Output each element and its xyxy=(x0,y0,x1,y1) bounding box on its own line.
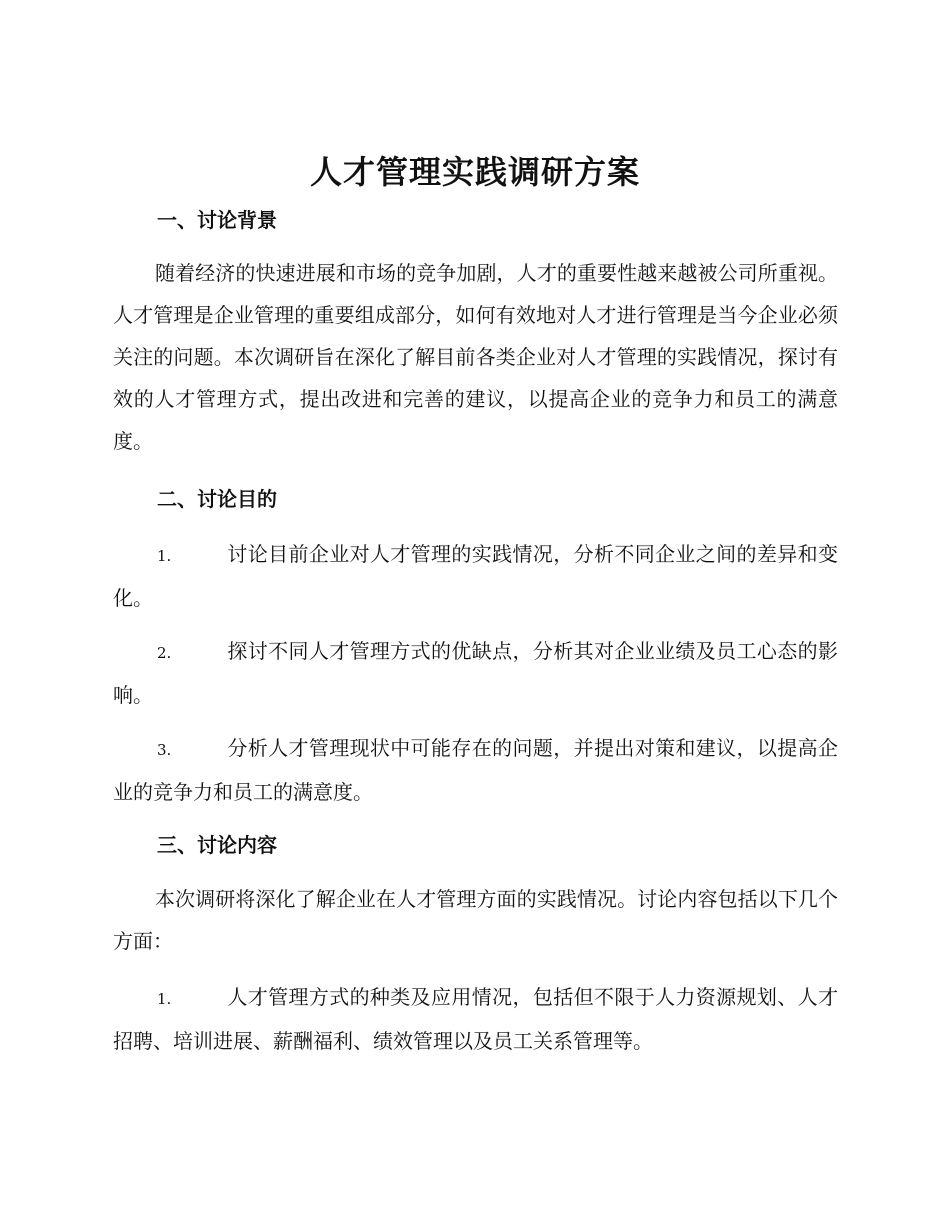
section-heading-content: 三、讨论内容 xyxy=(157,833,277,857)
list-item-number: 1. xyxy=(157,547,172,565)
document-title: 人才管理实践调研方案 xyxy=(309,153,640,191)
list-item-number: 3. xyxy=(157,741,172,759)
section-heading-background: 一、讨论背景 xyxy=(157,208,277,232)
list-item-text: 分析人才管理现状中可能存在的问题，并提出对策和建议，以提高企业的竞争力和员工的满意度。 xyxy=(113,736,838,804)
list-item-text: 讨论目前企业对人才管理的实践情况，分析不同企业之间的差异和变化。 xyxy=(113,542,838,610)
section-body-content: 本次调研将深化了解企业在人才管理方面的实践情况。讨论内容包括以下几个方面： xyxy=(113,887,838,953)
section-body-background: 随着经济的快速进展和市场的竞争加剧，人才的重要性越来越被公司所重视。人才管理是企业管理的重要组成部分，如何有效地对人才进行管理是当今企业必须关注的问题。本次调研旨在深化了解目前各类企业对人才管理的实践情况，探讨有效的人才管理方式，提出改进和完善的建议，以提高企业的竞争力和员工的满意度。 xyxy=(113,261,838,453)
list-item xyxy=(113,630,838,716)
list-item-text: 探讨不同人才管理方式的优缺点，分析其对企业业绩及员工心态的影响。 xyxy=(113,639,838,707)
list-item-number: 2. xyxy=(157,644,172,662)
list-item xyxy=(113,533,838,619)
section-heading-purpose: 二、讨论目的 xyxy=(157,487,277,511)
list-item-number: 1. xyxy=(157,990,172,1008)
list-item xyxy=(113,727,838,813)
list-item xyxy=(113,976,838,1062)
list-item-text: 人才管理方式的种类及应用情况，包括但不限于人力资源规划、人才招聘、培训进展、薪酬福利、绩效管理以及员工关系管理等。 xyxy=(113,985,838,1053)
